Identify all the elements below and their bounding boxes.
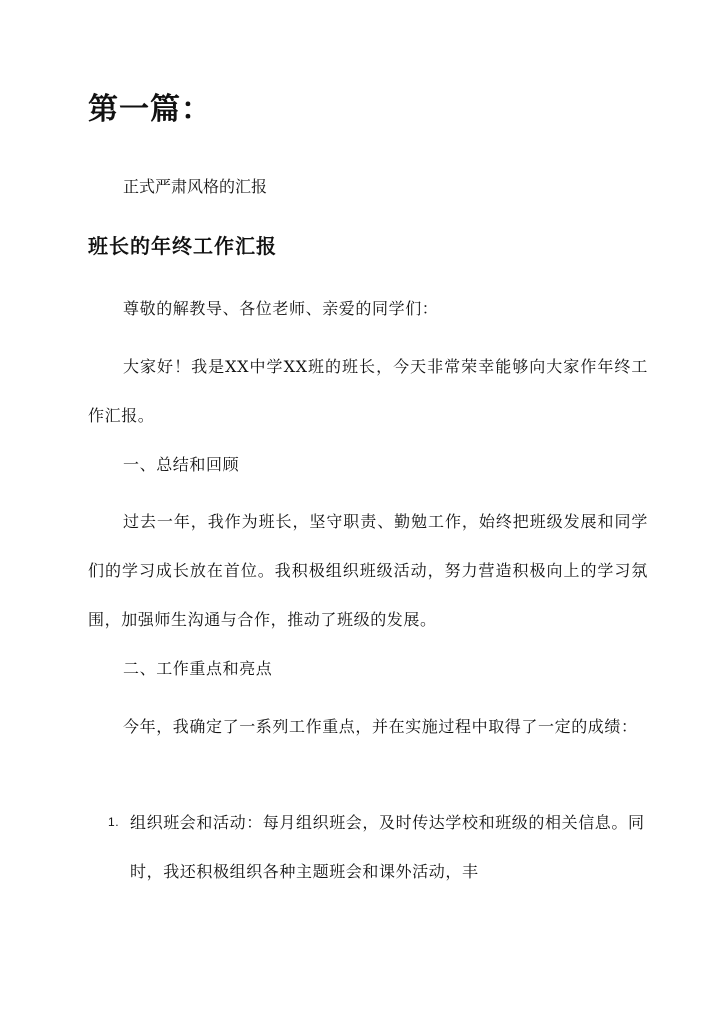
document-subtitle: 正式严肃风格的汇报 xyxy=(123,177,268,196)
list-item-text: 组织班会和活动：每月组织班会，及时传达学校和班级的相关信息。同时，我还积极组织各种主题班会和课外活动，丰 xyxy=(130,813,645,881)
section2-heading: 二、工作重点和亮点 xyxy=(123,659,273,678)
work-focus-list xyxy=(88,798,648,896)
document-heading: 第一篇： xyxy=(88,92,212,127)
document-title: 班长的年终工作汇报 xyxy=(88,234,277,258)
salutation-paragraph: 尊敬的解教导、各位老师、亲爱的同学们： xyxy=(123,299,439,318)
section1-heading: 一、总结和回顾 xyxy=(123,455,240,474)
list-item-number: 1. xyxy=(108,815,120,829)
section1-body: 过去一年，我作为班长，坚守职责、勤勉工作，始终把班级发展和同学们的学习成长放在首位。我积极组织班级活动，努力营造积极向上的学习氛围，加强师生沟通与合作，推动了班级的发展。 xyxy=(88,512,648,629)
intro-paragraph: 大家好！我是XX中学XX班的班长，今天非常荣幸能够向大家作年终工作汇报。 xyxy=(88,357,648,425)
list-item xyxy=(88,798,648,896)
section2-body: 今年，我确定了一系列工作重点，并在实施过程中取得了一定的成绩： xyxy=(123,717,638,736)
